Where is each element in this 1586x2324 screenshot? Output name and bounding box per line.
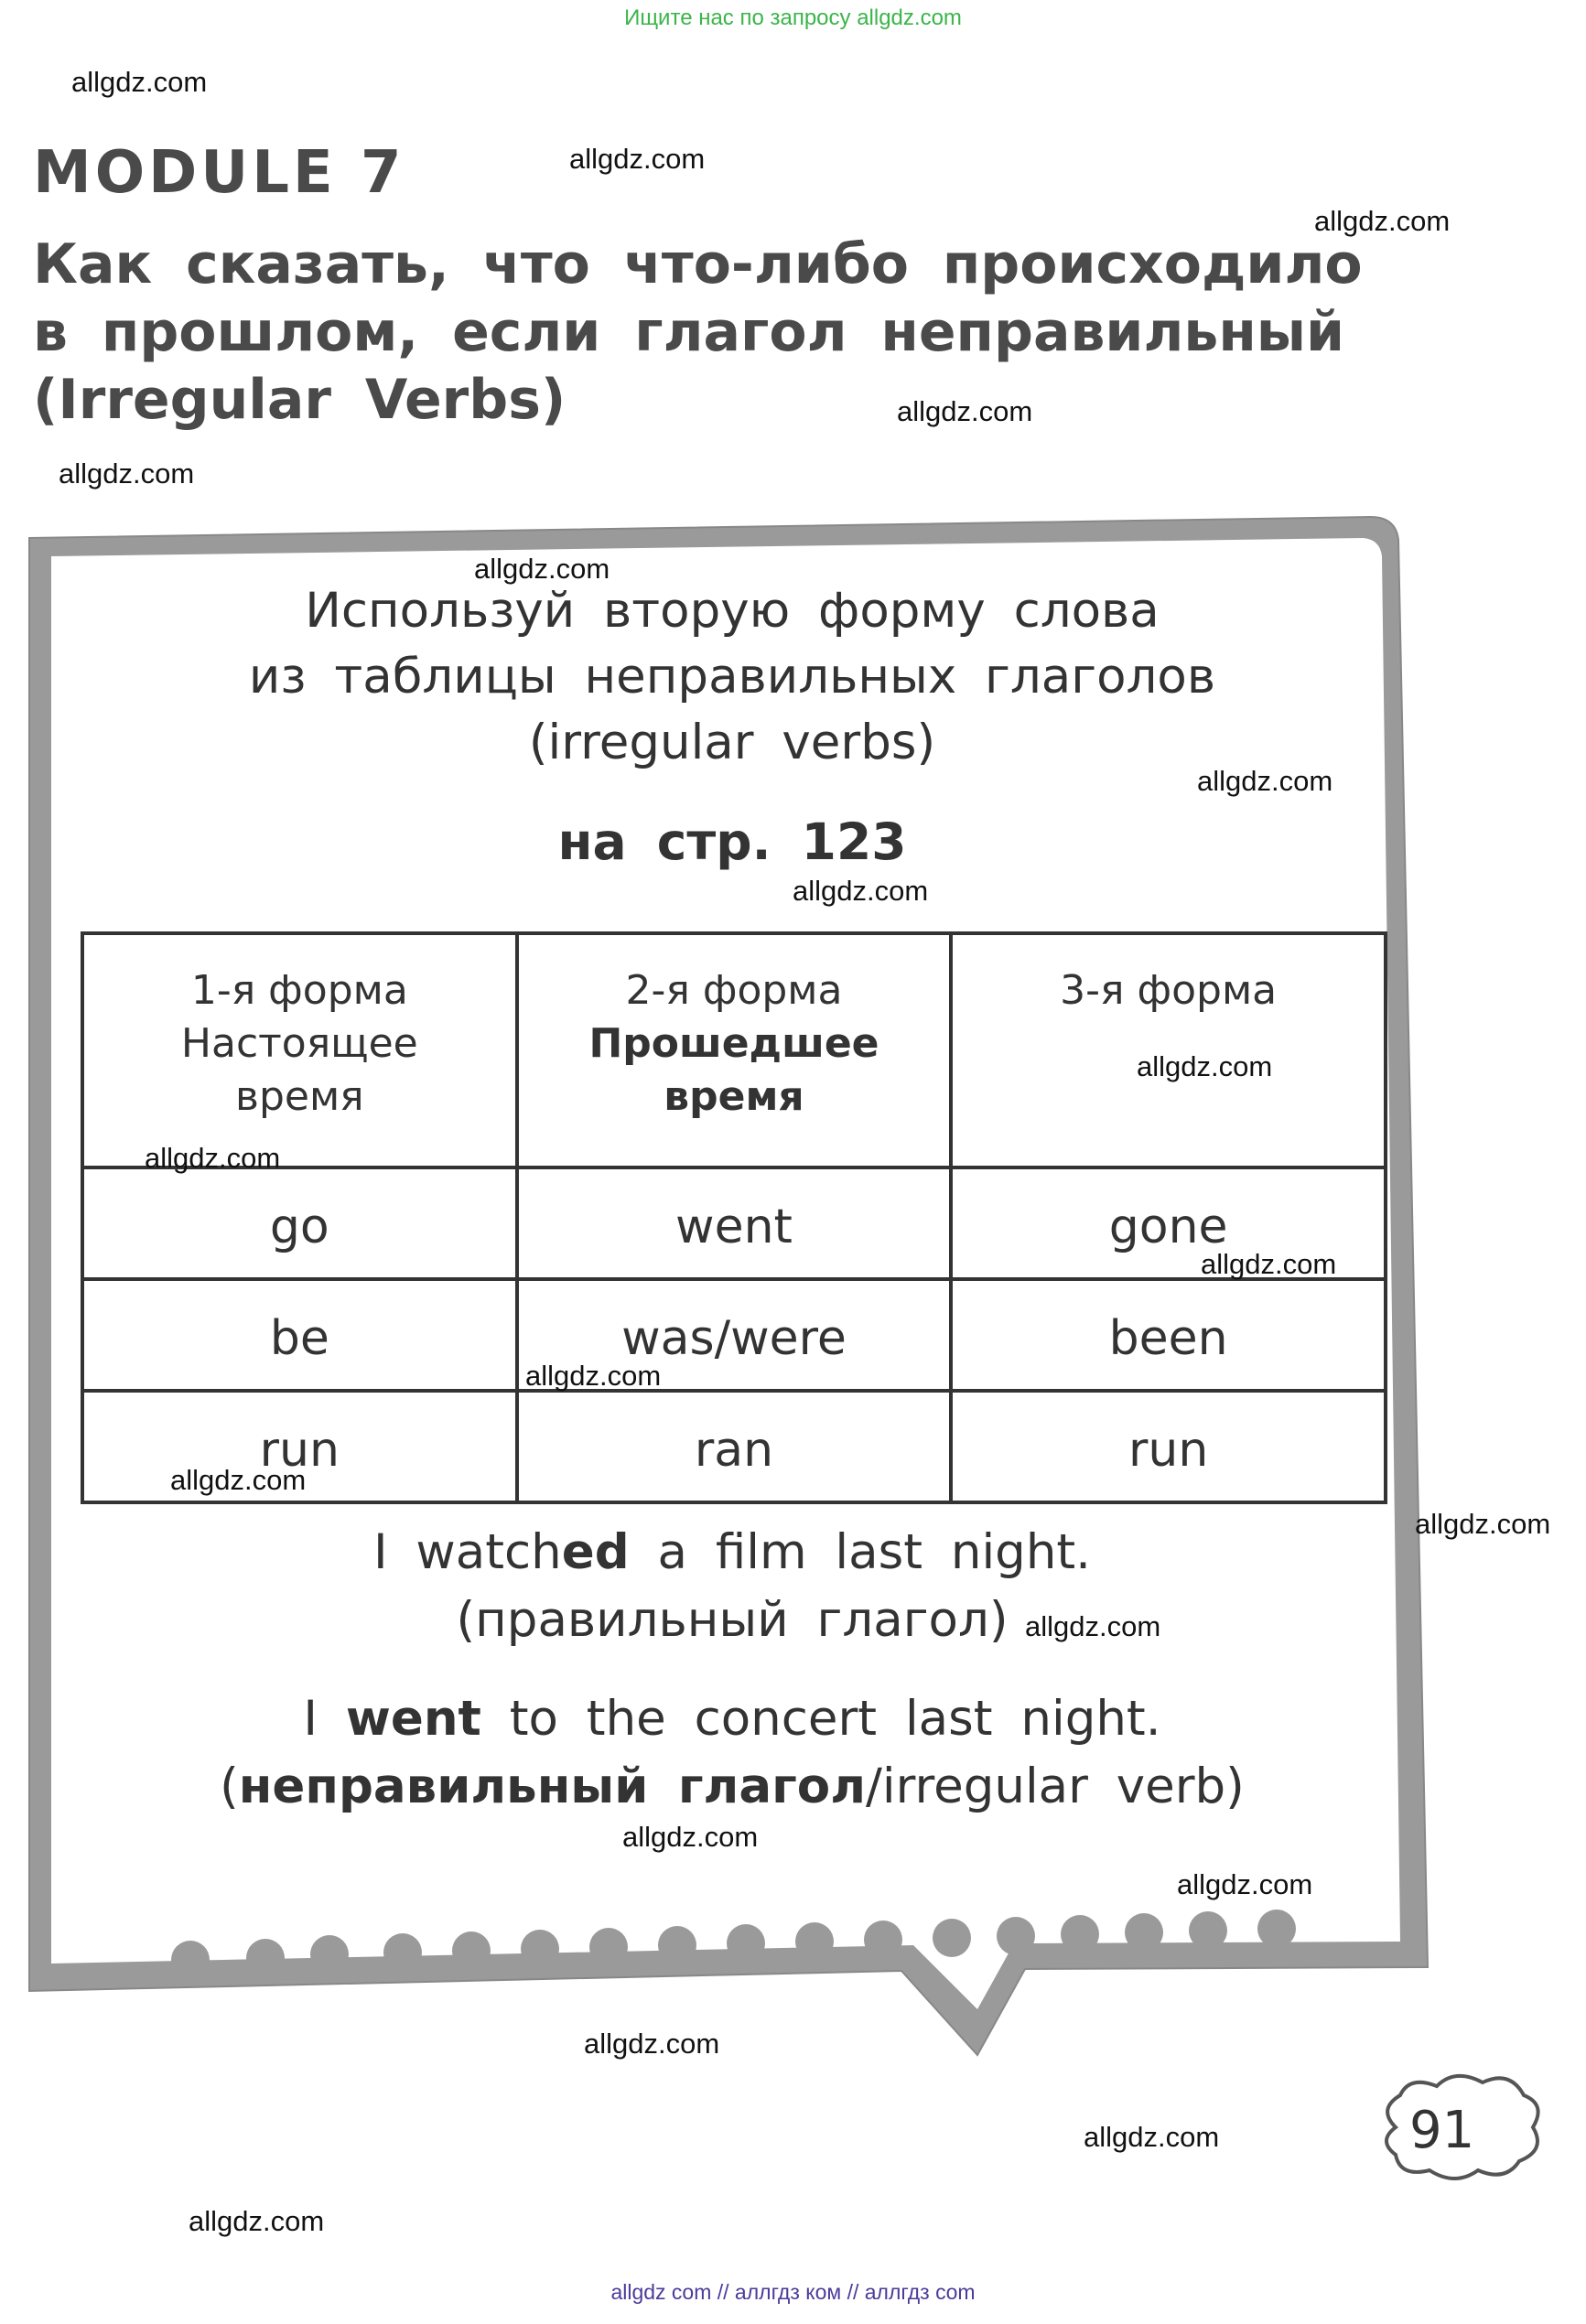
watermark: allgdz.com (1084, 2121, 1220, 2153)
watermark: allgdz.com (189, 2205, 325, 2237)
watermark: allgdz.com (1025, 1610, 1161, 1642)
top-banner: Ищите нас по запросу allgdz.com (624, 5, 962, 30)
watermark: allgdz.com (1314, 205, 1451, 237)
table-cell: run (82, 1391, 517, 1502)
header-line: 1-я форма (190, 967, 408, 1014)
pin (864, 1921, 902, 1959)
pin (933, 1919, 971, 1957)
watermark: allgdz.com (1197, 765, 1333, 797)
watermark: allgdz.com (897, 395, 1033, 427)
watermark: allgdz.com (622, 1821, 759, 1853)
instruction-block (92, 578, 1373, 776)
table-cell: run (951, 1391, 1386, 1502)
pin (521, 1930, 559, 1968)
table-cell: go (82, 1167, 517, 1279)
table-cell: be (82, 1279, 517, 1391)
watermark: allgdz.com (145, 1142, 281, 1174)
watermark: allgdz.com (569, 143, 706, 175)
header-cell-form-2 (517, 933, 952, 1167)
text-fragment: ( (220, 1759, 239, 1814)
pin (795, 1922, 834, 1961)
instruction-line-2: из таблицы неправильных глаголов (248, 649, 1216, 705)
pin (1061, 1915, 1099, 1953)
pin (997, 1917, 1035, 1955)
header-line: 2-я форма (625, 967, 843, 1014)
header-line: время (664, 1073, 804, 1120)
example-sentence-regular (92, 1524, 1373, 1580)
watermark: allgdz.com (1137, 1050, 1273, 1082)
pin (1257, 1910, 1296, 1948)
watermark: allgdz.com (525, 1360, 662, 1392)
table-cell: gone (951, 1167, 1386, 1279)
page-number: 91 (1409, 2101, 1475, 2160)
example-sentence-irregular (92, 1691, 1373, 1747)
pin (1125, 1913, 1163, 1952)
heading-line-1: Как сказать, что что-либо происходило (33, 232, 1363, 296)
table-row (82, 1167, 1386, 1279)
watermark: allgdz.com (71, 66, 208, 98)
bottom-banner: allgdz com // аллгдз ком // аллгдз com (610, 2280, 976, 2304)
watermark: allgdz.com (793, 875, 929, 907)
text-fragment: I watch (372, 1524, 562, 1580)
instruction-line-3: (irregular verbs) (528, 715, 936, 770)
header-line: время (235, 1073, 364, 1120)
table-cell: was/were (517, 1279, 952, 1391)
pin (171, 1941, 210, 1979)
pin (452, 1931, 491, 1970)
table-cell: ran (517, 1391, 952, 1502)
watermark: allgdz.com (584, 2028, 720, 2060)
text-fragment: /irregular verb) (866, 1759, 1245, 1814)
watermark: allgdz.com (474, 553, 610, 585)
header-line: Настоящее (180, 1020, 418, 1067)
text-fragment-bold: went (345, 1691, 481, 1747)
watermark: allgdz.com (1177, 1868, 1313, 1900)
pin (658, 1926, 696, 1964)
table-cell: went (517, 1167, 952, 1279)
header-line: Прошедшее (588, 1020, 879, 1067)
heading-line-3: (Irregular Verbs) (33, 368, 566, 432)
pin (727, 1924, 765, 1963)
heading-line-2: в прошлом, если глагол неправильный (33, 300, 1345, 364)
pin (246, 1939, 285, 1977)
table-cell: been (951, 1279, 1386, 1391)
module-title: MODULE 7 (33, 139, 405, 207)
text-fragment-bold: неправильный глагол (238, 1759, 867, 1814)
pin (383, 1933, 422, 1972)
irregular-verbs-table (81, 931, 1387, 1504)
pin (310, 1935, 349, 1974)
text-fragment: to the concert last night. (480, 1691, 1161, 1747)
table-row (82, 1279, 1386, 1391)
section-heading (33, 231, 1442, 434)
example-note-regular: (правильный глагол) (456, 1592, 1009, 1648)
example-note-irregular (92, 1759, 1373, 1814)
text-fragment: I (303, 1691, 346, 1747)
instruction-line-1: Используй вторую форму слова (305, 583, 1160, 639)
watermark: allgdz.com (170, 1464, 307, 1496)
pin (1189, 1911, 1227, 1950)
page-reference: на стр. 123 (557, 812, 907, 871)
watermark: allgdz.com (59, 457, 195, 490)
watermark: allgdz.com (1415, 1508, 1551, 1540)
pin (589, 1928, 628, 1966)
text-fragment-bold: ed (561, 1524, 630, 1580)
header-line: 3-я форма (1060, 967, 1278, 1014)
text-fragment: a film last night. (629, 1524, 1092, 1580)
header-cell-form-1 (82, 933, 517, 1167)
watermark: allgdz.com (1201, 1248, 1337, 1280)
